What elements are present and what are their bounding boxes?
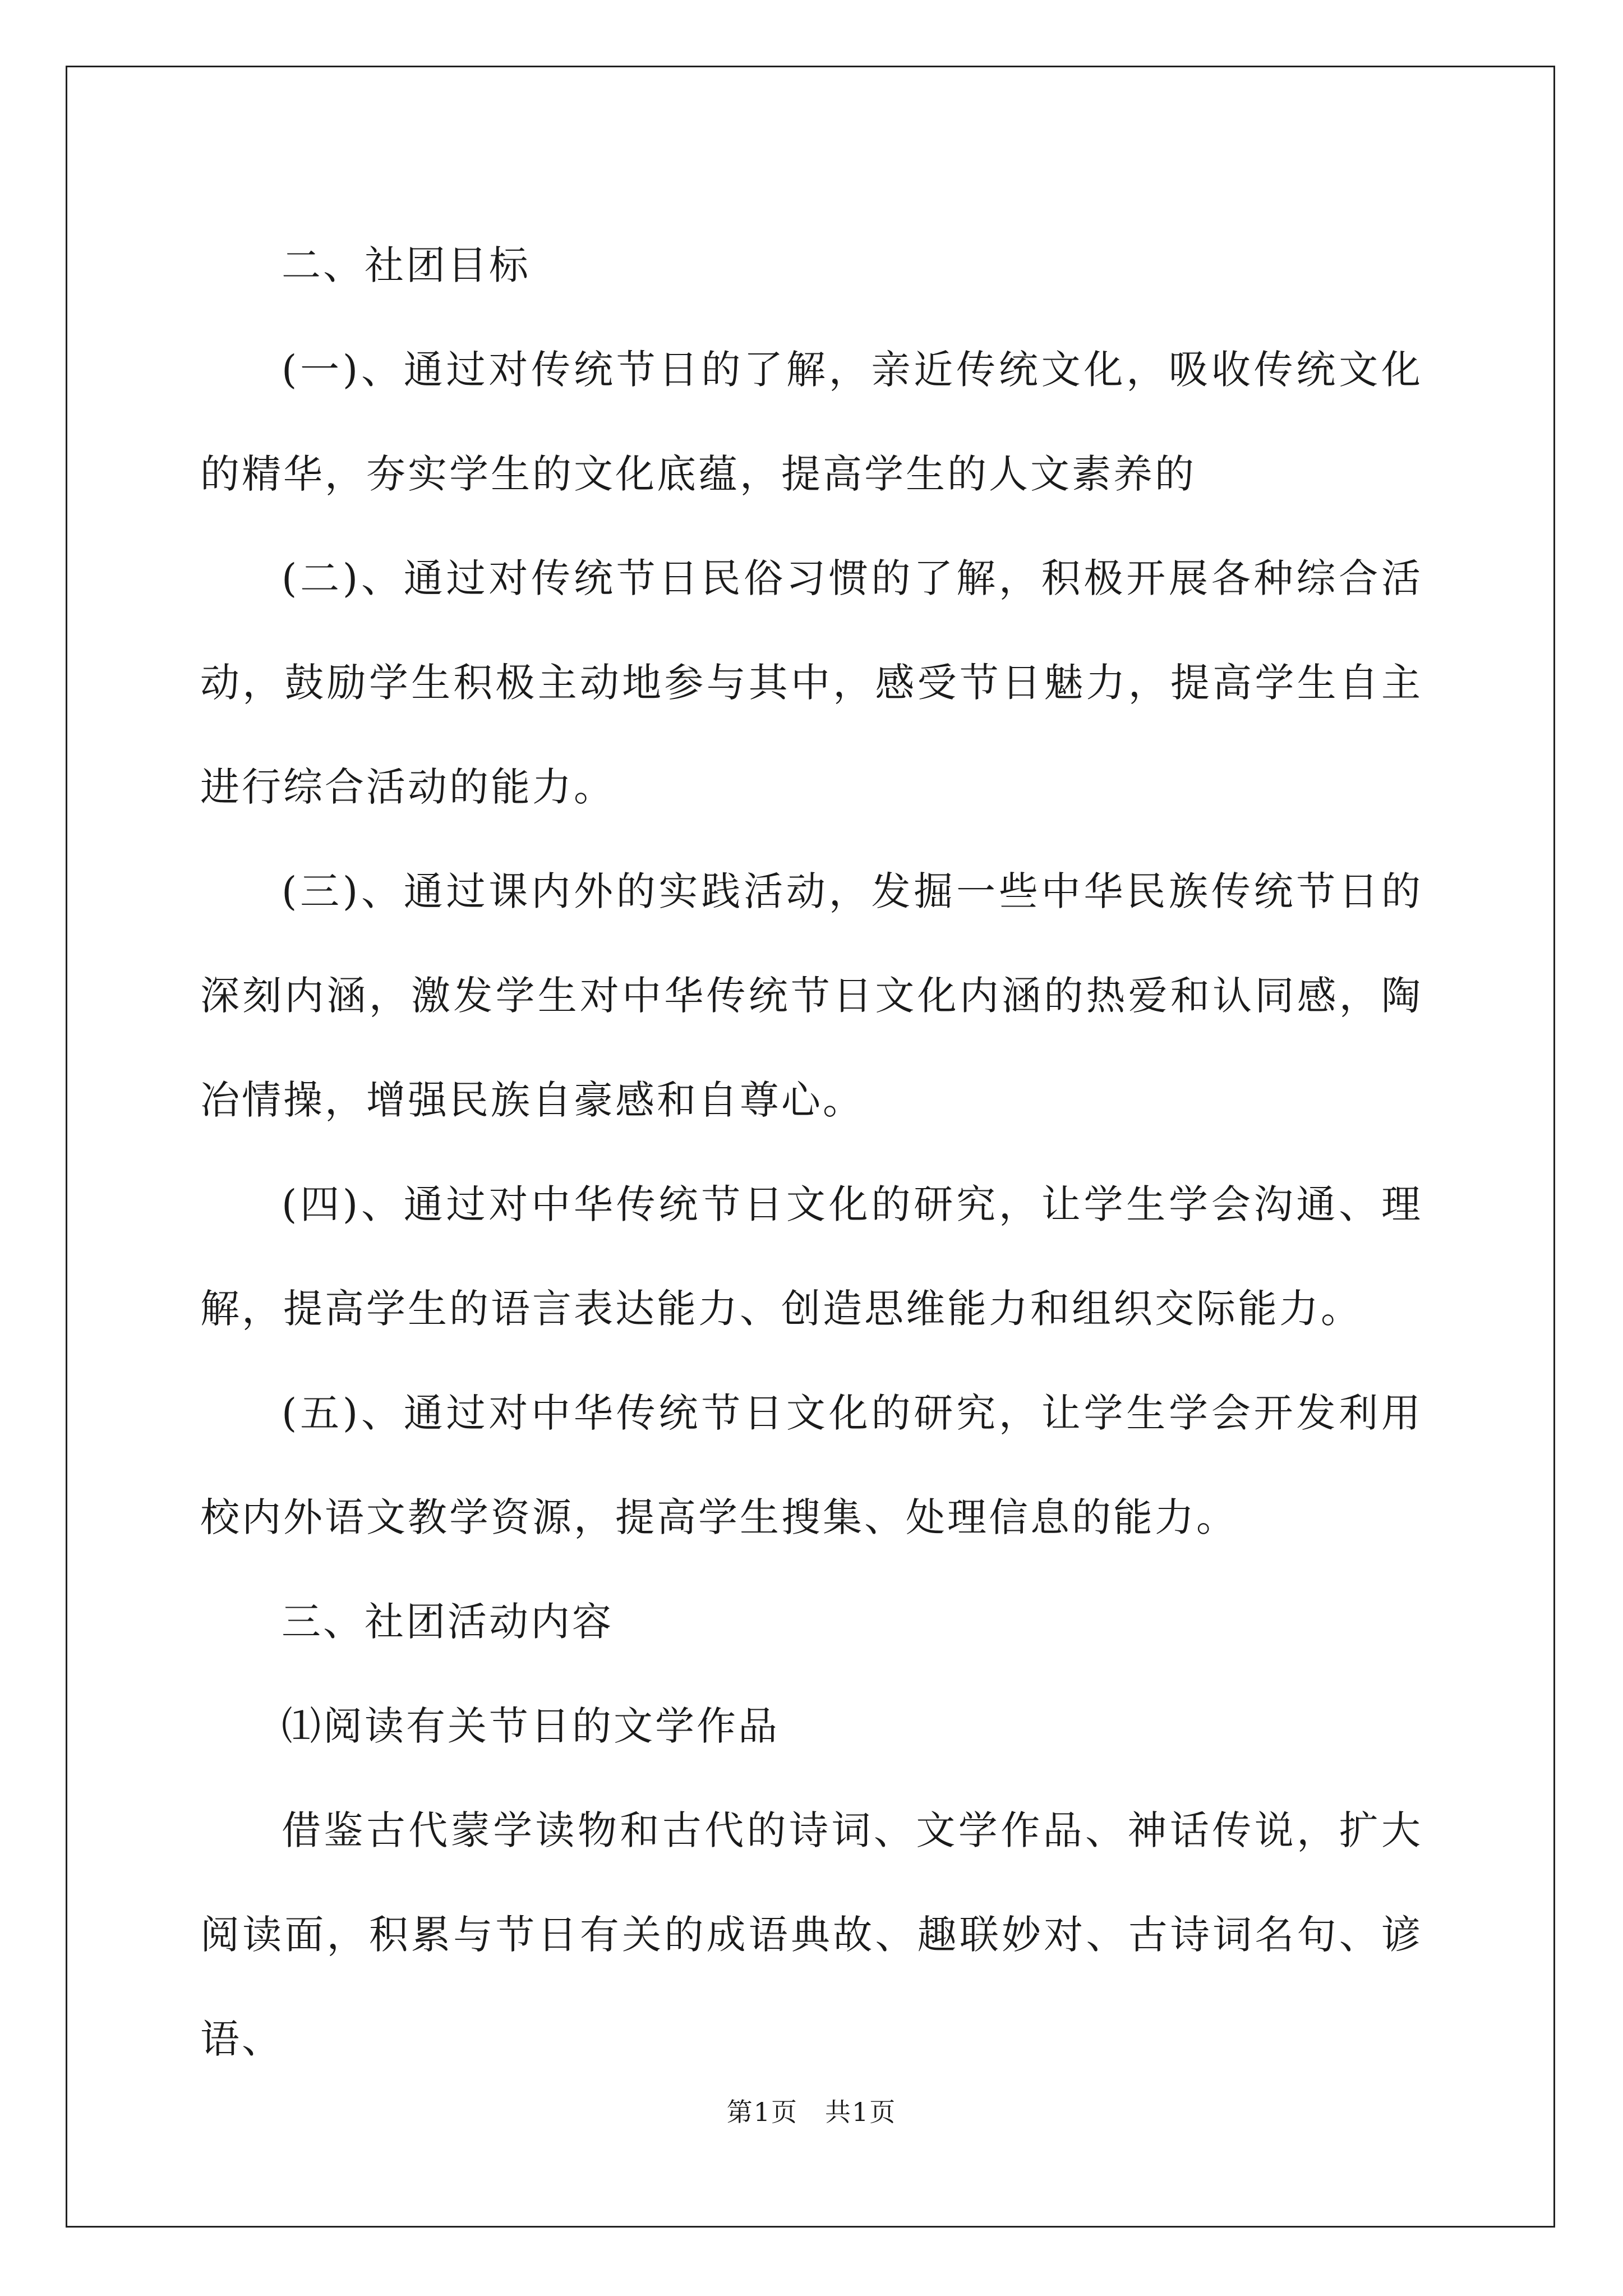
paragraph-goal-4: (四)、通过对中华传统节日文化的研究，让学生学会沟通、理解，提高学生的语言表达能力、创造思维能力和组织交际能力。	[200, 1181, 1423, 1332]
paragraph-goal-3: (三)、通过课内外的实践活动，发掘一些中华民族传统节日的深刻内涵，激发学生对中华传统节日文化内涵的热爱和认同感，陶冶情操，增强民族自豪感和自尊心。	[200, 868, 1423, 1123]
paragraph-goal-2: (二)、通过对传统节日民俗习惯的了解，积极开展各种综合活动，鼓励学生积极主动地参与其中，感受节日魅力，提高学生自主进行综合活动的能力。	[200, 555, 1423, 810]
paragraph-reading: 借鉴古代蒙学读物和古代的诗词、文学作品、神话传说，扩大阅读面，积累与节日有关的成语典故、趣联妙对、古诗词名句、谚语、	[200, 1807, 1423, 2062]
paragraph-goal-5: (五)、通过对中华传统节日文化的研究，让学生学会开发利用校内外语文教学资源，提高学生搜集、处理信息的能力。	[200, 1390, 1423, 1540]
page-number-footer: 第1页 共1页	[726, 2097, 897, 2127]
section-heading-activities: 三、社团活动内容	[282, 1599, 614, 1645]
document-body	[200, 213, 1423, 2091]
paragraph-goal-1: (一)、通过对传统节日的了解，亲近传统文化，吸收传统文化的精华，夯实学生的文化底蕴，提高学生的人文素养的	[200, 347, 1423, 497]
section-heading-goals: 二、社团目标	[282, 242, 531, 288]
subheading-reading: ⑴阅读有关节日的文学作品	[282, 1703, 780, 1749]
